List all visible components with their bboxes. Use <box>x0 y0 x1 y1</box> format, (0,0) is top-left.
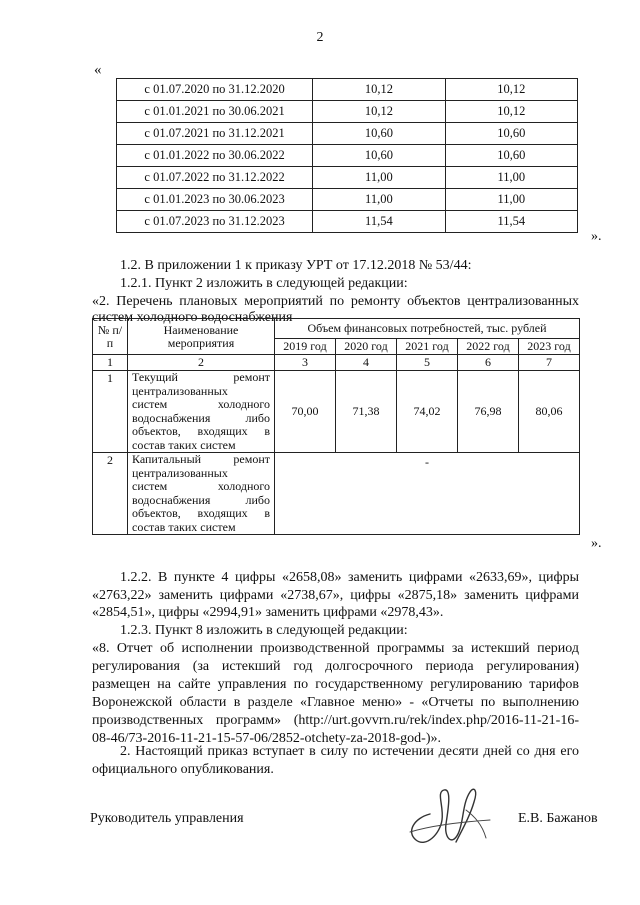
tariff-table <box>116 78 578 233</box>
section-1-2-3: 1.2.3. Пункт 8 изложить в следующей редакции: <box>120 623 408 638</box>
year-header: 2021 год <box>397 339 458 355</box>
measures-table <box>92 318 580 535</box>
tariff-value: 11,54 <box>313 211 445 233</box>
year-header: 2022 год <box>458 339 519 355</box>
tariff-value: 10,12 <box>445 101 577 123</box>
tariff-period: с 01.07.2023 по 31.12.2023 <box>117 211 313 233</box>
value-cell: 70,00 <box>275 371 336 453</box>
tariff-period: с 01.01.2023 по 30.06.2023 <box>117 189 313 211</box>
section-1-2-2-line2: «2763,22» заменить цифрами «2738,67», цифры «2875,18» заменить цифрами <box>92 588 579 603</box>
measure-name-line: централизованных <box>132 383 228 398</box>
value-cell: 80,06 <box>519 371 580 453</box>
tariff-period: с 01.01.2021 по 30.06.2021 <box>117 101 313 123</box>
page-number: 2 <box>316 30 324 45</box>
measure-name-line: объектов, входящих в <box>132 506 270 520</box>
merged-value-cell: - <box>275 453 580 535</box>
column-number: 1 <box>93 355 128 371</box>
section-2-line1: 2. Настоящий приказ вступает в силу по истечении десяти дней со дня его <box>120 744 579 759</box>
signer-name: Е.В. Бажанов <box>518 811 598 826</box>
tariff-value: 10,60 <box>445 123 577 145</box>
section-2-line2: официального опубликования. <box>92 762 274 777</box>
measure-name-lines <box>132 371 270 452</box>
tariff-value: 10,60 <box>445 145 577 167</box>
tariff-value: 11,00 <box>445 167 577 189</box>
item2-title-line2: систем холодного водоснабжения <box>92 310 293 325</box>
tariff-row <box>117 145 578 167</box>
item8-line2: регулирования (за истекший год долгосрочного периода регулирования) <box>92 659 579 674</box>
header-volume: Объем финансовых потребностей, тыс. рублей <box>275 319 580 339</box>
item8-line3: размещен на сайте управления по государственному регулированию тарифов <box>92 677 579 692</box>
tariff-value: 11,54 <box>445 211 577 233</box>
header-number: № п/п <box>93 319 128 355</box>
column-number: 4 <box>336 355 397 371</box>
tariff-row <box>117 79 578 101</box>
year-header: 2023 год <box>519 339 580 355</box>
tariff-value: 10,12 <box>445 79 577 101</box>
handwritten-signature <box>400 780 510 860</box>
tariff-period: с 01.07.2022 по 31.12.2022 <box>117 167 313 189</box>
opening-quote: « <box>94 62 102 78</box>
item8-line1: «8. Отчет об исполнении производственной программы за истекший период <box>92 641 579 656</box>
measure-name-line: Капитальный ремонт <box>132 452 270 466</box>
year-header: 2020 год <box>336 339 397 355</box>
measure-name-line: состав таких систем <box>132 519 236 534</box>
closing-quote: ». <box>591 229 602 244</box>
row-number: 1 <box>93 371 128 453</box>
signer-title: Руководитель управления <box>90 811 244 826</box>
measure-name-line: водоснабжения либо <box>132 410 270 425</box>
tariff-value: 11,00 <box>313 167 445 189</box>
measure-row-1 <box>93 371 580 453</box>
item8-line4: Воронежской области в разделе «Главное меню» - «Отчеты по выполнению <box>92 695 579 710</box>
column-number: 2 <box>128 355 275 371</box>
column-number: 6 <box>458 355 519 371</box>
row-number: 2 <box>93 453 128 535</box>
tariff-period: с 01.07.2020 по 31.12.2020 <box>117 79 313 101</box>
measure-name-line: систем холодного <box>132 479 270 493</box>
measure-name-line: централизованных <box>132 465 228 480</box>
section-1-2-2-line3: «2854,51», цифры «2994,91» заменить цифрами «2978,43». <box>92 605 444 620</box>
measure-name-line: водоснабжения либо <box>132 492 270 507</box>
tariff-table-body <box>117 79 578 233</box>
tariff-value: 10,60 <box>313 145 445 167</box>
tariff-row <box>117 123 578 145</box>
item8-line6: 08-46/73-2016-11-21-15-57-06/2852-otchety-za-2018-god-)». <box>92 731 442 746</box>
item2-title-line1: «2. Перечень плановых мероприятий по ремонту объектов централизованных <box>92 294 579 309</box>
tariff-row <box>117 167 578 189</box>
header-name: Наименование мероприятия <box>128 319 275 355</box>
measure-name <box>128 453 275 535</box>
tariff-row <box>117 211 578 233</box>
tariff-row <box>117 189 578 211</box>
tariff-value: 10,12 <box>313 101 445 123</box>
value-cell: 71,38 <box>336 371 397 453</box>
tariff-value: 10,12 <box>313 79 445 101</box>
item8-line5: производственных программ» (http://urt.govvrn.ru/rek/index.php/2016-11-21-16- <box>92 713 579 728</box>
tariff-row <box>117 101 578 123</box>
measure-name-lines <box>132 453 270 534</box>
section-1-2-2-line1: 1.2.2. В пункте 4 цифры «2658,08» заменить цифрами «2633,69», цифры <box>120 570 579 585</box>
section-1-2: 1.2. В приложении 1 к приказу УРТ от 17.12.2018 № 53/44: <box>120 258 472 273</box>
measure-row-2 <box>93 453 580 535</box>
column-numbers-row <box>93 355 580 371</box>
column-number: 3 <box>275 355 336 371</box>
measure-name-line: систем холодного <box>132 397 270 411</box>
closing-quote: ». <box>591 536 602 551</box>
tariff-value: 10,60 <box>313 123 445 145</box>
value-cell: 76,98 <box>458 371 519 453</box>
column-number: 7 <box>519 355 580 371</box>
column-number: 5 <box>397 355 458 371</box>
tariff-value: 11,00 <box>445 189 577 211</box>
tariff-period: с 01.01.2022 по 30.06.2022 <box>117 145 313 167</box>
year-header: 2019 год <box>275 339 336 355</box>
section-1-2-1: 1.2.1. Пункт 2 изложить в следующей редакции: <box>120 276 408 291</box>
measure-name-line: объектов, входящих в <box>132 424 270 438</box>
tariff-value: 11,00 <box>313 189 445 211</box>
measure-name <box>128 371 275 453</box>
measure-name-line: Текущий ремонт <box>132 370 270 384</box>
measure-name-line: состав таких систем <box>132 437 236 452</box>
tariff-period: с 01.07.2021 по 31.12.2021 <box>117 123 313 145</box>
value-cell: 74,02 <box>397 371 458 453</box>
